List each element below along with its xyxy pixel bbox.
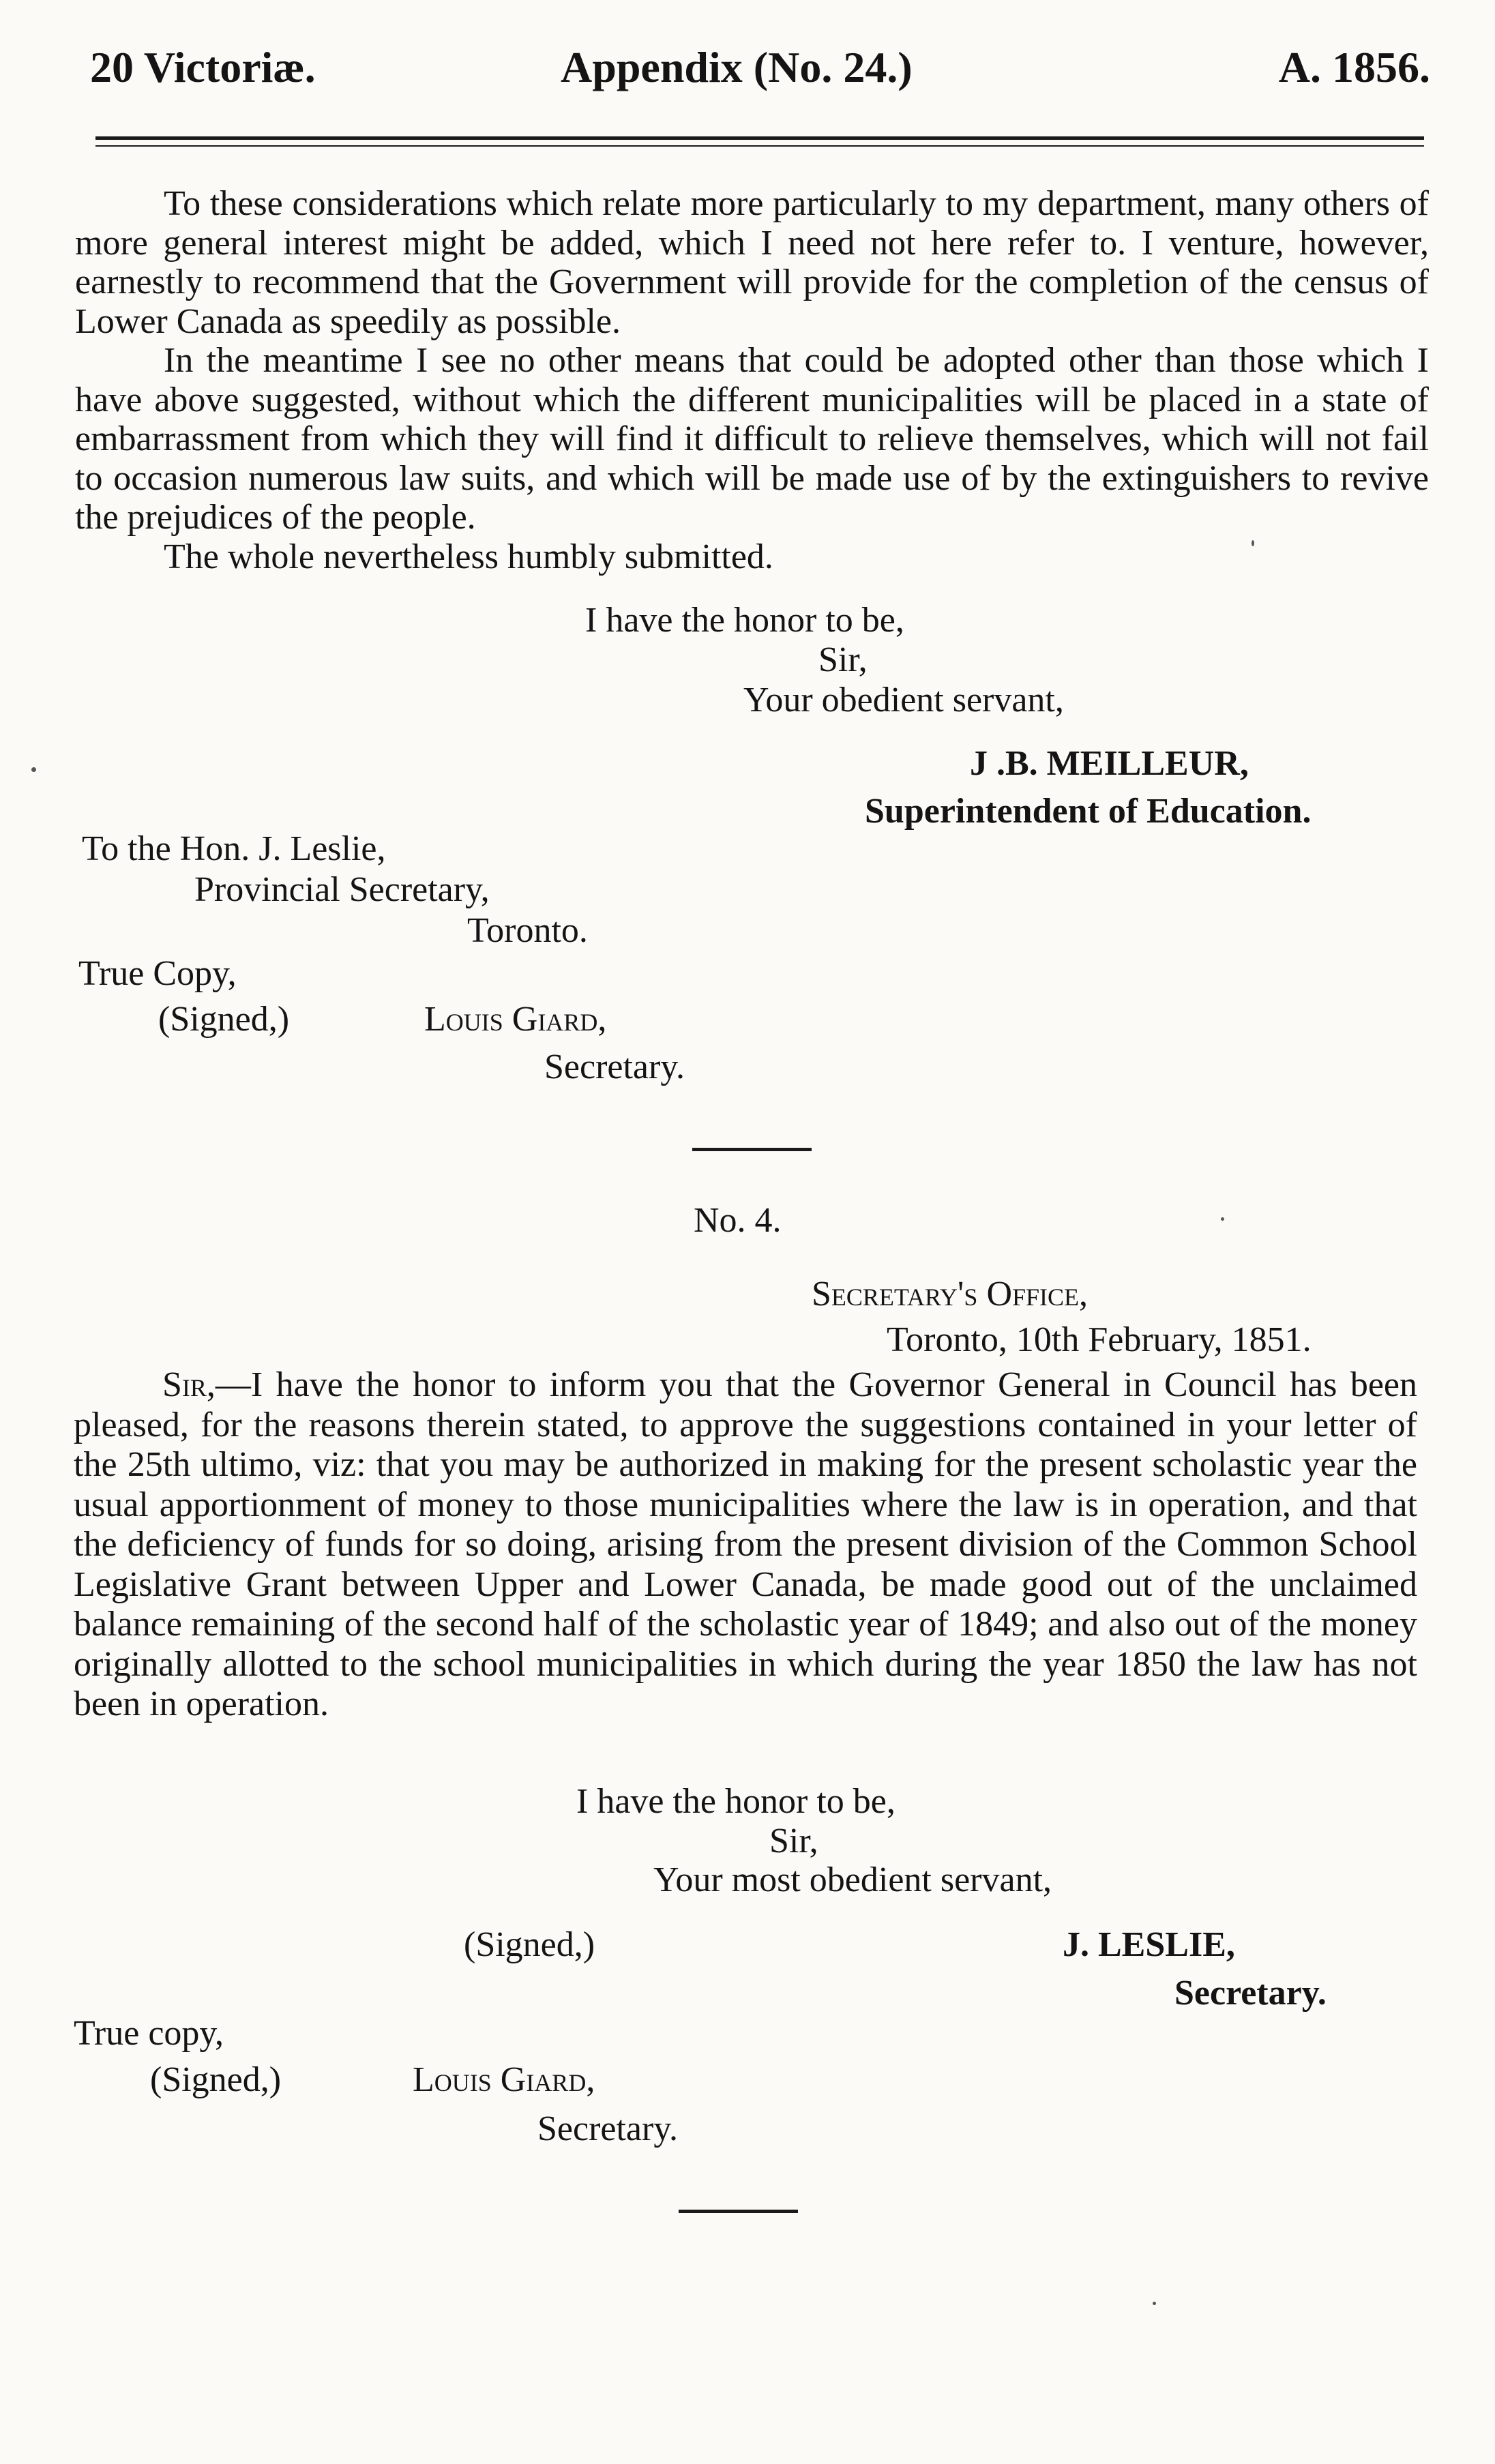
letter1-paragraph: In the meantime I see no other means that could be adopted other than those which I have above suggested, without which the different municipalities will be placed in a state of embarrassment from which they will find it difficult to relieve themselves, which will not fail to occasion numerous law suits, and which will be made use of by the extinguishers to revive the prejudices of the people. (75, 341, 1429, 537)
signed-label: (Signed,) (158, 1000, 290, 1039)
scan-speck (1221, 1217, 1224, 1221)
scan-speck (1153, 2302, 1156, 2305)
header-session: 20 Victoriæ. (90, 43, 316, 91)
letter2-salutation: Sir, (162, 1365, 216, 1404)
letter1-body (75, 184, 1429, 576)
true-copy-label-2: True copy, (74, 2014, 224, 2053)
copy-signer-name-2: Louis Giard, (413, 2060, 595, 2099)
letter1-closing-servant: Your obedient servant, (743, 681, 1064, 719)
closing-divider (679, 2210, 798, 2213)
letter2-signer-name: J. LESLIE, (1063, 1925, 1235, 1964)
address-city: Toronto. (467, 911, 588, 950)
letter2-number: No. 4. (694, 1201, 782, 1240)
letter1-signer-title: Superintendent of Education. (865, 792, 1312, 831)
letter2-closing-line: I have the honor to be, (576, 1782, 895, 1821)
scan-speck (31, 767, 36, 772)
letter2-office: Secretary's Office, (812, 1275, 1089, 1313)
letter1-paragraph: To these considerations which relate more particularly to my department, many others of more general interest might be added, which I need not here refer to. I venture, however, earnestly to recommend that the Government will provide for the completion of the census of Lower Canada as speedily as possible. (75, 184, 1429, 341)
copy-signer-name: Louis Giard, (424, 1000, 607, 1039)
header-rule-bottom (95, 145, 1424, 147)
address-office: Provincial Secretary, (194, 870, 490, 909)
address-recipient: To the Hon. J. Leslie, (82, 829, 386, 868)
letter1-closing-sir: Sir, (818, 640, 868, 679)
scan-speck (1252, 540, 1254, 546)
letter1-paragraph: The whole nevertheless humbly submitted. (164, 537, 773, 576)
header-year: A. 1856. (1278, 43, 1430, 91)
section-divider (692, 1148, 812, 1151)
letter2-dateline: Toronto, 10th February, 1851. (887, 1320, 1312, 1359)
letter2-body-text: —I have the honor to inform you that the Governor General in Council has been pleased, for the reasons therein stated, to approve the suggestions contained in your letter of the 25th ultimo, viz: that you may be authorized in making for the present scholastic year the usual apportionment of money to those municipalities where the law is in operation, and that the deficiency of funds for so doing, arising from the present division of the Common School Legislative Grant between Upper and Lower Canada, be made good out of the unclaimed balance remaining of the second half of the scholastic year of 1849; and also out of the money originally allotted to the school municipalities in which during the year 1850 the law has not been in operation. (74, 1365, 1417, 1723)
true-copy-label: True Copy, (78, 954, 237, 993)
copy-signer-title-2: Secretary. (537, 2109, 678, 2148)
letter2-closing-sir: Sir, (769, 1822, 818, 1860)
letter1-closing-line: I have the honor to be, (585, 601, 904, 640)
letter1-signer-name: J .B. MEILLEUR, (970, 744, 1249, 783)
header-appendix: Appendix (No. 24.) (561, 43, 913, 91)
letter2-closing-servant: Your most obedient servant, (653, 1860, 1052, 1899)
letter2-signed-label: (Signed,) (464, 1925, 595, 1964)
header-rule-top (95, 136, 1424, 140)
letter2-signer-title: Secretary. (1174, 1974, 1327, 2013)
letter2-body (74, 1365, 1417, 1725)
signed-label-2: (Signed,) (150, 2060, 282, 2099)
copy-signer-title: Secretary. (544, 1048, 685, 1086)
